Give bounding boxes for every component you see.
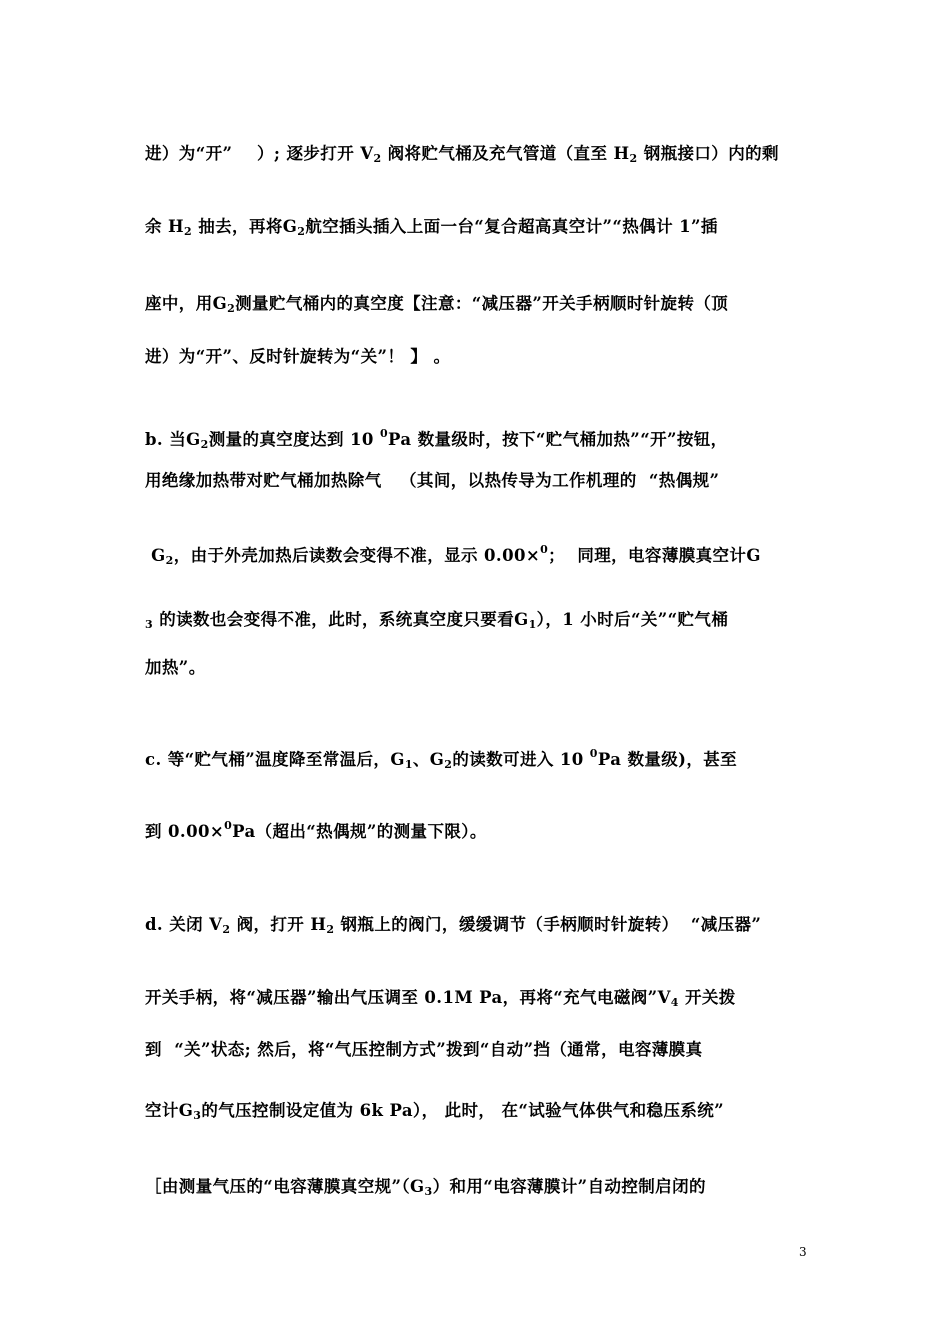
text-run: 到 0.00× <box>145 822 225 841</box>
text-run: 航空插头插入上面一台“复合超高真空计”“热偶计 1”插 <box>305 217 718 236</box>
text-run: 座中，用G <box>145 294 228 313</box>
text-line-8 <box>145 608 810 637</box>
text-run: 钢瓶接口）内的剩 <box>637 144 779 163</box>
subscript: 2 <box>444 758 453 771</box>
page-number: 3 <box>799 1245 807 1259</box>
subscript: 4 <box>670 996 679 1009</box>
subscript: 2 <box>227 302 236 315</box>
text-line-5 <box>145 422 810 457</box>
text-line-3 <box>145 292 810 321</box>
subscript: 1 <box>404 758 413 771</box>
text-run: 空计G <box>145 1101 194 1120</box>
text-run: d. 关闭 V <box>145 915 223 934</box>
text-run: 测量贮气桶内的真空度【注意：“减压器”开关手柄顺时针旋转（顶 <box>235 294 729 313</box>
text-run: Pa（超出“热偶规”的测量下限）。 <box>232 822 487 841</box>
text-line-16 <box>145 1175 810 1204</box>
superscript: 0 <box>589 747 598 760</box>
subscript: 2 <box>222 923 231 936</box>
text-run: 进）为“开” ）; 逐步打开 V <box>145 144 374 163</box>
subscript: 2 <box>326 923 335 936</box>
text-run: 开关拨 <box>678 988 736 1007</box>
subscript: 1 <box>528 618 537 631</box>
subscript: 3 <box>424 1185 433 1198</box>
subscript: 2 <box>165 554 174 567</box>
text-run: 的读数可进入 10 <box>452 750 590 769</box>
superscript: 0 <box>224 819 233 832</box>
subscript: 2 <box>373 152 382 165</box>
text-run: ），1 小时后“关”“贮气桶 <box>536 610 729 629</box>
text-run: 抽去，再将G <box>192 217 298 236</box>
subscript: 2 <box>629 152 638 165</box>
text-line-1 <box>145 142 810 171</box>
text-line-14 <box>145 1038 810 1062</box>
text-run: b. 当G <box>145 430 201 449</box>
text-line-4 <box>145 345 810 369</box>
text-run: ［由测量气压的“电容薄膜真空规”（G <box>145 1177 425 1196</box>
text-line-10 <box>145 742 810 777</box>
text-line-9 <box>145 656 810 680</box>
subscript: 3 <box>145 618 154 631</box>
text-run: 余 H <box>145 217 185 236</box>
text-run: ，由于外壳加热后读数会变得不准，显示 0.00× <box>173 546 541 565</box>
superscript: 0 <box>379 427 389 440</box>
text-line-2 <box>145 215 810 244</box>
text-run: 阀将贮气桶及充气管道（直至 H <box>381 144 630 163</box>
text-line-6 <box>145 469 810 493</box>
text-line-12 <box>145 913 810 942</box>
text-run: ； 同理，电容薄膜真空计G <box>548 546 761 565</box>
text-run: Pa 数量级时，按下“贮气桶加热”“开”按钮， <box>388 430 728 449</box>
text-run: 进）为“开”、反时针旋转为“关”！ 】 。 <box>145 347 451 366</box>
text-run: 的气压控制设定值为 6k Pa）， 此时， 在“试验气体供气和稳压系统” <box>201 1101 725 1120</box>
text-run: G <box>145 546 166 565</box>
text-run: 加热”。 <box>145 658 206 677</box>
text-run: 、G <box>412 750 445 769</box>
superscript: 0 <box>540 543 549 556</box>
text-line-11 <box>145 814 810 844</box>
text-run: 钢瓶上的阀门，缓缓调节（手柄顺时针旋转） “减压器” <box>334 915 762 934</box>
subscript: 3 <box>193 1109 202 1122</box>
text-run: Pa 数量级)，甚至 <box>597 750 738 769</box>
text-run: 阀，打开 H <box>230 915 327 934</box>
text-run: 的读数也会变得不准，此时，系统真空度只要看G <box>153 610 529 629</box>
text-run: 到 “关”状态; 然后，将“气压控制方式”拨到“自动”挡（通常，电容薄膜真 <box>145 1040 703 1059</box>
text-line-7 <box>145 538 810 573</box>
text-run: ）和用“电容薄膜计”自动控制启闭的 <box>432 1177 706 1196</box>
text-run: 用绝缘加热带对贮气桶加热除气 （其间，以热传导为工作机理的 “热偶规” <box>145 471 720 490</box>
subscript: 2 <box>184 225 193 238</box>
text-line-13 <box>145 986 810 1015</box>
subscript: 2 <box>200 438 209 451</box>
text-line-15 <box>145 1099 810 1128</box>
text-run: c. 等“贮气桶”温度降至常温后，G <box>145 750 405 769</box>
subscript: 2 <box>297 225 306 238</box>
text-run: 测量的真空度达到 10 <box>208 430 380 449</box>
text-run: 开关手柄，将“减压器”输出气压调至 0.1M Pa，再将“充气电磁阀”V <box>145 988 671 1007</box>
